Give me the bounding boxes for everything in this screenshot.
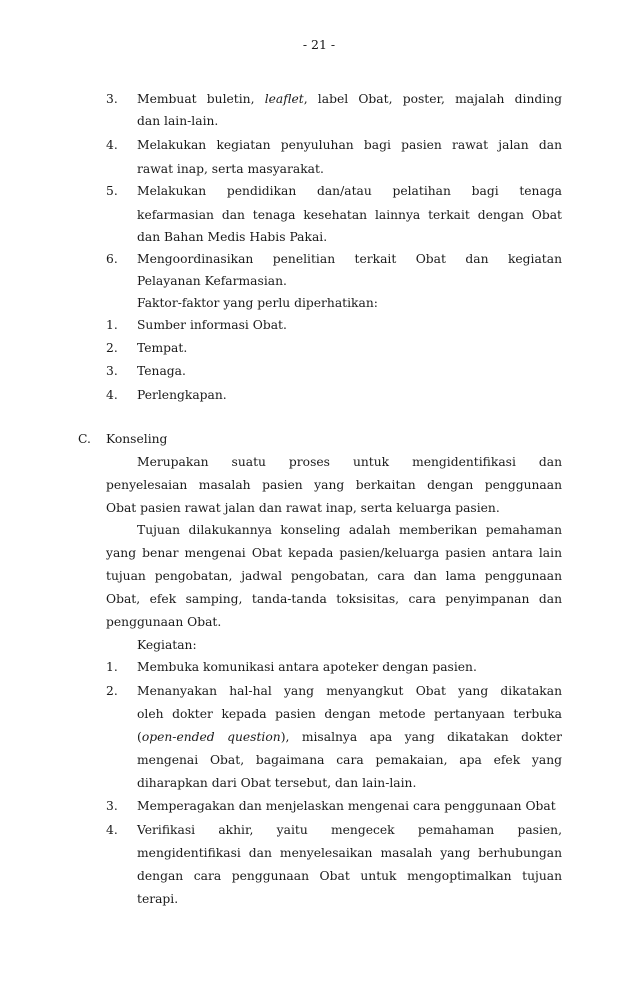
paragraph-line: Merupakan suatu proses untuk mengidentifikasi dan [137,455,562,469]
kegiatan-text-line: dengan cara penggunaan Obat untuk mengoptimalkan tujuan [137,869,562,883]
list-item-text-line: Mengoordinasikan penelitian terkait Obat dan kegiatan [137,252,562,266]
kegiatan-text-line: mengenai Obat, bagaimana cara pemakaian, apa efek yang [137,753,562,767]
factor-number: 3. [106,364,118,378]
page-number: - 21 - [302,37,336,52]
list-item-text-line: dan Bahan Medis Habis Pakai. [137,230,328,244]
paragraph-line: yang benar mengenai Obat kepada pasien/keluarga pasien antara lain [106,546,562,560]
list-item-text-line: Pelayanan Kefarmasian. [137,274,287,288]
paragraph-line: tujuan pengobatan, jadwal pengobatan, cara dan lama penggunaan [106,569,562,583]
paragraph-line: penyelesaian masalah pasien yang berkaitan dengan penggunaan [106,478,562,492]
kegiatan-number: 4. [106,823,118,837]
list-item-text-line: kefarmasian dan tenaga kesehatan lainnya terkait dengan Obat [137,208,562,222]
paragraph-line: Tujuan dilakukannya konseling adalah memberikan pemahaman [137,523,562,537]
list-item-number: 5. [106,184,118,198]
list-item-text-line: dan lain-lain. [137,114,219,128]
kegiatan-text-line: Verifikasi akhir, yaitu mengecek pemahaman pasien, [137,823,562,837]
kegiatan-text-line: Menanyakan hal-hal yang menyangkut Obat yang dikatakan [137,684,562,698]
section-title: Konseling [106,432,168,446]
kegiatan-text-line: mengidentifikasi dan menyelesaikan masalah yang berhubungan [137,846,562,860]
list-item-text-line: Membuat buletin, leaflet, label Obat, poster, majalah dinding [137,92,562,106]
factor-number: 2. [106,341,118,355]
kegiatan-text-line: terapi. [137,892,179,906]
kegiatan-text-line: Membuka komunikasi antara apoteker dengan pasien. [137,660,477,674]
kegiatan-text-line: oleh dokter kepada pasien dengan metode pertanyaan terbuka [137,707,562,721]
factor-text: Tenaga. [137,364,186,378]
kegiatan-text-line: (open-ended question), misalnya apa yang dikatakan dokter [137,730,562,744]
list-item-text-line: Melakukan kegiatan penyuluhan bagi pasien rawat jalan dan [137,138,562,152]
list-item-number: 6. [106,252,118,266]
list-item-number: 4. [106,138,118,152]
factor-number: 4. [106,388,118,402]
factor-text: Sumber informasi Obat. [137,318,287,332]
section-letter: C. [78,432,91,446]
kegiatan-number: 3. [106,799,118,813]
list-item-text-line: Melakukan pendidikan dan/atau pelatihan bagi tenaga [137,184,562,198]
kegiatan-number: 1. [106,660,118,674]
factor-number: 1. [106,318,118,332]
kegiatan-text-line: Memperagakan dan menjelaskan mengenai cara penggunaan Obat [137,799,556,813]
paragraph-line: penggunaan Obat. [106,615,222,629]
kegiatan-text-line: diharapkan dari Obat tersebut, dan lain-lain. [137,776,417,790]
factor-text: Perlengkapan. [137,388,227,402]
factor-text: Tempat. [137,341,188,355]
kegiatan-number: 2. [106,684,118,698]
list-item-text-line: rawat inap, serta masyarakat. [137,162,324,176]
paragraph-line: Obat, efek samping, tanda-tanda toksisitas, cara penyimpanan dan [106,592,562,606]
kegiatan-heading: Kegiatan: [137,638,197,652]
factors-heading: Faktor-faktor yang perlu diperhatikan: [137,296,378,310]
paragraph-line: Obat pasien rawat jalan dan rawat inap, serta keluarga pasien. [106,501,500,515]
list-item-number: 3. [106,92,118,106]
